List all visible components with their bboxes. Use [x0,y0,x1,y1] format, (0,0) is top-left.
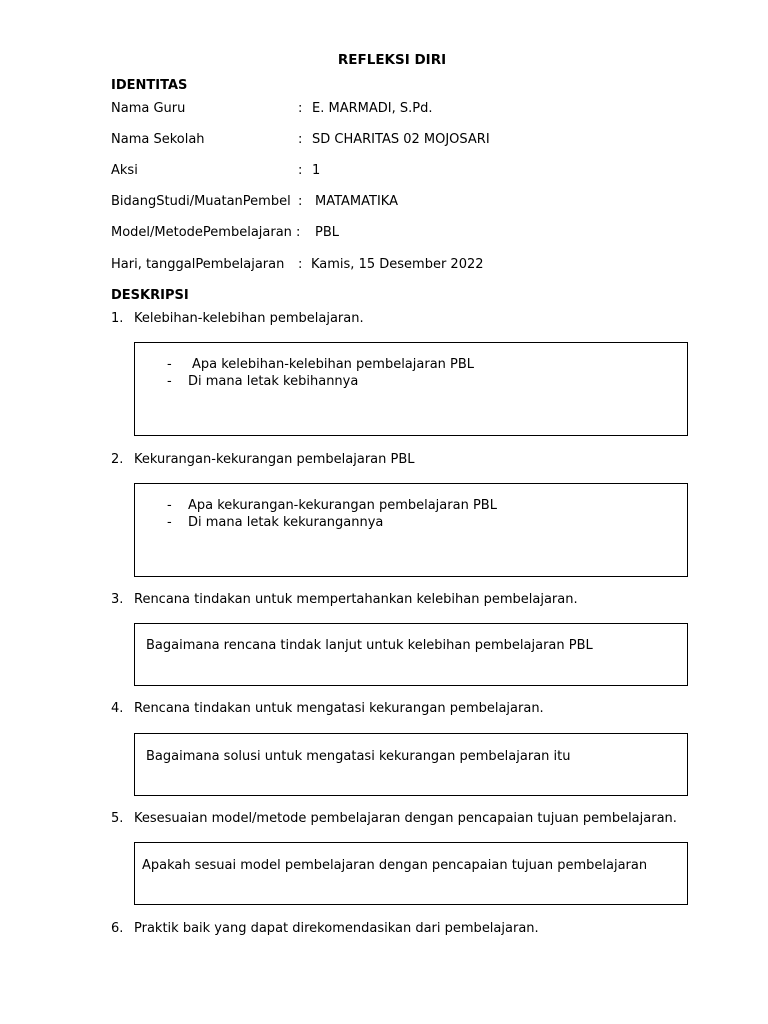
answer-box[interactable] [134,623,688,686]
item-number: 6. [111,921,124,936]
identity-colon: : [296,225,301,240]
identity-label: Model/MetodePembelajaran [111,225,292,240]
answer-box[interactable] [134,733,688,796]
identity-value: 1 [312,163,321,178]
identity-value: Kamis, 15 Desember 2022 [311,257,484,272]
identity-label: Nama Sekolah [111,132,205,147]
item-number: 1. [111,311,124,326]
identity-colon: : [298,194,303,209]
identity-heading: IDENTITAS [111,78,188,93]
identity-label: Nama Guru [111,101,186,116]
item-text: Kelebihan-kelebihan pembelajaran. [134,311,364,326]
item-number: 5. [111,811,124,826]
box-line: Apakah sesuai model pembelajaran dengan pencapaian tujuan pembelajaran [142,858,648,873]
identity-label: BidangStudi/MuatanPembel [111,194,291,209]
identity-colon: : [298,163,303,178]
box-line: Bagaimana rencana tindak lanjut untuk kelebihan pembelajaran PBL [146,638,593,653]
identity-value: SD CHARITAS 02 MOJOSARI [312,132,490,147]
dash-bullet: - [167,374,172,389]
item-number: 2. [111,452,124,467]
item-number: 4. [111,701,124,716]
identity-colon: : [298,257,303,272]
document-title: REFLEKSI DIRI [337,52,447,68]
item-text: Praktik baik yang dapat direkomendasikan dari pembelajaran. [134,921,539,936]
item-text: Rencana tindakan untuk mengatasi kekurangan pembelajaran. [134,701,544,716]
box-line: Di mana letak kebihannya [188,374,359,389]
item-number: 3. [111,592,124,607]
answer-box[interactable] [134,342,688,436]
identity-value: E. MARMADI, S.Pd. [312,101,433,116]
answer-box[interactable] [134,842,688,905]
identity-colon: : [298,101,303,116]
identity-value: MATAMATIKA [315,194,398,209]
box-line: Di mana letak kekurangannya [188,515,384,530]
description-heading: DESKRIPSI [111,288,189,303]
item-text: Rencana tindakan untuk mempertahankan kelebihan pembelajaran. [134,592,578,607]
box-line: Apa kelebihan-kelebihan pembelajaran PBL [192,357,475,372]
answer-box[interactable] [134,483,688,577]
item-text: Kekurangan-kekurangan pembelajaran PBL [134,452,415,467]
box-line: Bagaimana solusi untuk mengatasi kekurangan pembelajaran itu [146,749,571,764]
identity-colon: : [298,132,303,147]
identity-label: Aksi [111,163,138,178]
item-text: Kesesuaian model/metode pembelajaran dengan pencapaian tujuan pembelajaran. [134,811,677,826]
identity-label: Hari, tanggalPembelajaran [111,257,285,272]
box-line: Apa kekurangan-kekurangan pembelajaran PBL [188,498,497,513]
dash-bullet: - [167,357,172,372]
identity-value: PBL [315,225,340,240]
dash-bullet: - [167,515,172,530]
dash-bullet: - [167,498,172,513]
